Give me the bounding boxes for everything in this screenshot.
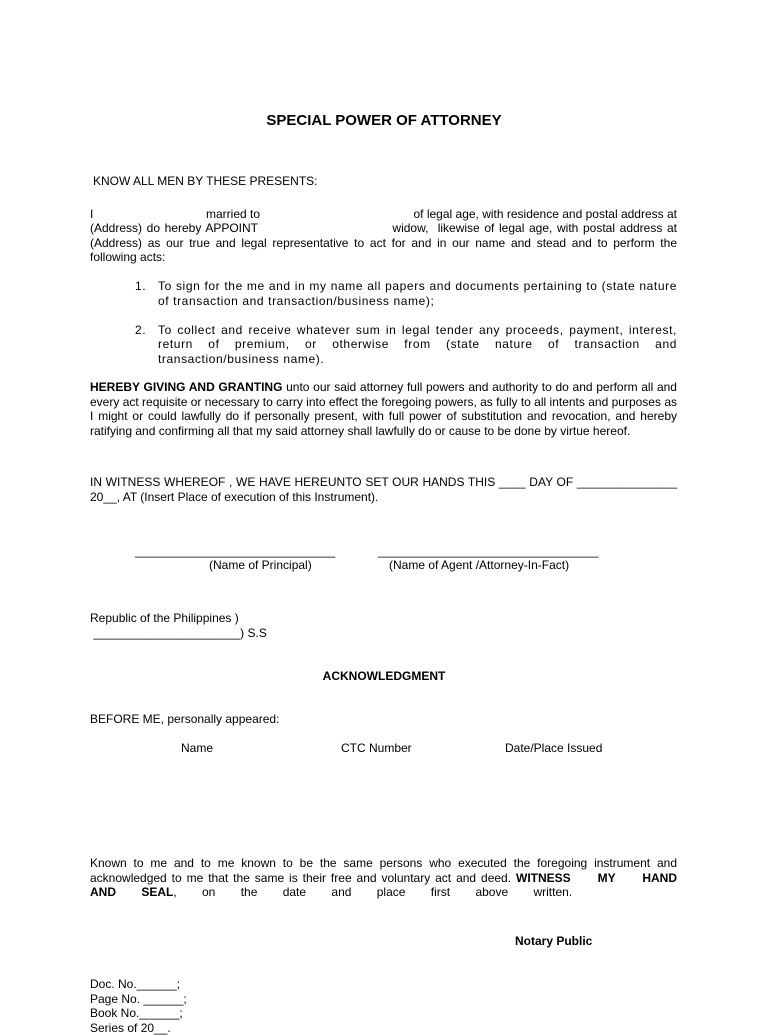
known-bold: WITNESS MY HAND AND SEAL xyxy=(90,871,677,900)
column-date-place: Date/Place Issued xyxy=(505,741,602,756)
hereby-paragraph xyxy=(90,380,677,438)
act-number: 1. xyxy=(135,279,146,294)
column-ctc-number: CTC Number xyxy=(341,741,412,756)
hereby-text: unto our said attorney full powers and authority to do and perform all and every act requisite or necessary to carry into effect the foregoing powers, as fully to all intents and purposes as I might or could lawfully do if personally present, with full power of substitution and revocation, and hereby ratifying and confirming all that my said attorney shall lawfully do or cause to be done by virtue hereof. xyxy=(90,380,677,438)
known-paragraph xyxy=(90,856,677,900)
act-item-1 xyxy=(90,279,677,308)
venue-republic: Republic of the Philippines ) xyxy=(90,611,239,626)
known-tail: , on the date and place first above written. xyxy=(173,885,572,899)
agent-signature-line: _________________________________ xyxy=(378,544,598,559)
column-name: Name xyxy=(181,741,213,756)
act-text: To collect and receive whatever sum in legal tender any proceeds, payment, interest, return of premium, or otherwise from (state nature of transaction and transaction/business name). xyxy=(158,323,677,366)
intro-legal-age: of legal age, with residence and postal address at xyxy=(413,207,677,222)
notary-public-label: Notary Public xyxy=(515,934,592,949)
act-item-2 xyxy=(90,323,677,367)
series-no: Series of 20__. xyxy=(90,1021,187,1035)
document-title: SPECIAL POWER OF ATTORNEY xyxy=(0,112,768,130)
principal-name-label: (Name of Principal) xyxy=(209,558,312,573)
known-text: Known to me and to me known to be the same persons who executed the foregoing instrument and acknowledged to me that the same is their free and voluntary act and deed. xyxy=(90,856,677,885)
doc-entries xyxy=(90,977,187,1035)
page-no: Page No. ______; xyxy=(90,992,187,1007)
acknowledgment-title: ACKNOWLEDGMENT xyxy=(0,669,768,684)
acts-list xyxy=(90,279,677,381)
before-me-line: BEFORE ME, personally appeared: xyxy=(90,712,279,727)
doc-no: Doc. No.______; xyxy=(90,977,187,992)
intro-paragraph: (Address) do hereby APPOINT widow, likewise of legal age, with postal address at (Address) as our true and legal representative to act for and in our name and stead and to perform the following acts: xyxy=(90,221,677,265)
hereby-bold: HEREBY GIVING AND GRANTING xyxy=(90,380,282,394)
agent-name-label: (Name of Agent /Attorney-In-Fact) xyxy=(389,558,569,573)
witness-paragraph: IN WITNESS WHEREOF , WE HAVE HEREUNTO SET OUR HANDS THIS ____ DAY OF _______________ 20__, AT (Insert Place of execution of this Instrument). xyxy=(90,475,677,504)
book-no: Book No.______; xyxy=(90,1006,187,1021)
act-number: 2. xyxy=(135,323,146,338)
intro-i: I xyxy=(90,207,93,222)
know-all-men-line: KNOW ALL MEN BY THESE PRESENTS: xyxy=(93,174,318,189)
intro-married-to: married to xyxy=(206,207,260,222)
venue-ss: ______________________) S.S xyxy=(90,626,267,641)
intro-first-line xyxy=(90,207,677,222)
act-text: To sign for the me and in my name all papers and documents pertaining to (state nature of transaction and transaction/business name); xyxy=(158,279,677,308)
principal-signature-line: ______________________________ xyxy=(135,544,335,559)
